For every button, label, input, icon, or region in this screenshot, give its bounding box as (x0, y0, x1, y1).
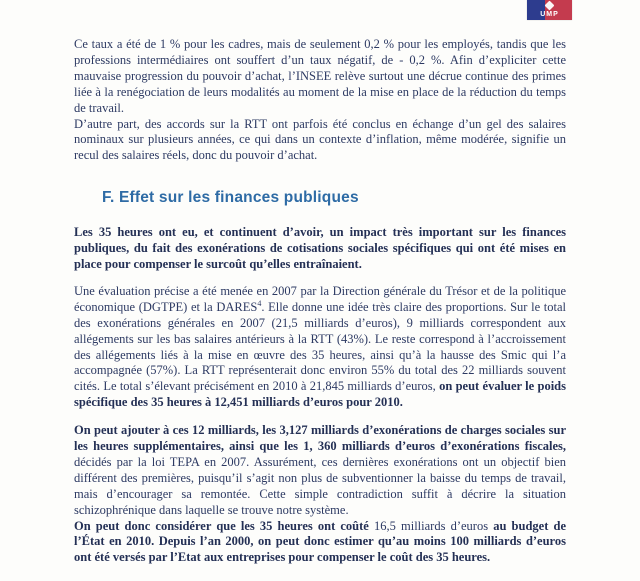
para6-regular-amount: 16,5 milliards d’euros (373, 518, 494, 533)
para4-bold-conclusion: on peut évaluer le poids spécifique des 35 heures à 12,451 milliards d’euros pour 2010. (74, 379, 566, 410)
document-body (74, 37, 566, 566)
paragraph-impact-finances: Les 35 heures ont eu, et continuent d’avoir, un impact très important sur les finances publiques, du fait des exonérations de cotisations sociales spécifiques qui ont été mises en place pour compenser le surcoût qu’elles entraînaient. (74, 225, 566, 271)
para5-text-body: décidés par la loi TEPA en 2007. Assurément, ces dernières exonérations ont un objectif bien différent des premières, puisqu’il s’agit non plus de subventionner la baisse du temps de travail, mais d’encourager sa remontée. Cette simple contradiction suffit à décrire la situation schizophrénique dans laquelle se trouve notre système. (74, 454, 566, 517)
ump-logo (527, 0, 572, 20)
paragraph-cout-total (74, 519, 566, 567)
footnote-reference-4: 4 (257, 298, 262, 308)
para5-bold-lead: On peut ajouter à ces 12 milliards, les 3,127 milliards d’exonérations de charges sociales sur les heures supplémentaires, ainsi que les 1, 360 milliards d’euros d’exonérations fiscales, (74, 423, 566, 454)
para4-text-lead: Une évaluation précise a été menée en 2007 par la Direction générale du Trésor et de la politique économique (DGTPE) et la DARES (74, 283, 566, 314)
para4-text-body: . Elle donne une idée très claire des proportions. Sur le total des exonérations générales en 2007 (21,5 milliards d’euros), 9 milliards correspondent aux allégements sur les bas salaires antérieurs à la RTT (43%). Le reste correspond à l’accroissement des allégements liés à la mise en œuvre des 35 heures, ainsi qu’à la hausse des Smic qui l’a accompagnée (57%). La RTT représenterait donc environ 55% du total des 22 milliards souvent cités. Le total s’élevant précisément en 2010 à 21,845 milliards d’euros, (74, 299, 566, 394)
paragraph-accords-rtt: D’autre part, des accords sur la RTT ont parfois été conclus en échange d’un gel des salaires nominaux sur plusieurs années, ce qui dans un contexte d’inflation, même modérée, signifie un recul des salaires réels, donc du pouvoir d’achat. (74, 116, 566, 163)
paragraph-pouvoir-achat: Ce taux a été de 1 % pour les cadres, mais de seulement 0,2 % pour les employés, tandis que les professions intermédiaires ont souffert d’un taux négatif, de - 0,2 %. Afin d’expliciter cette mauvaise progression du pouvoir d’achat, l’INSEE relève surtout une décrue continue des primes liée à la renégociation de leurs modalités au moment de la mise en place de la réduction du temps de travail. (74, 37, 566, 115)
paragraph-evaluation-dgtpe (74, 284, 566, 411)
para6-bold-1: On peut donc considérer que les 35 heures ont coûté (74, 518, 374, 533)
para6-bold-2: au budget de l’État en 2010. Depuis l’an 2000, on peut donc estimer qu’au moins 100 milliards d’euros ont été versés par l’Etat aux entreprises pour compenser le coût des 35 heures. (74, 518, 566, 565)
ump-logo-label: UMP (540, 11, 559, 18)
paragraph-exonerations-tepa (74, 423, 566, 518)
section-heading-finances-publiques: F. Effet sur les finances publiques (102, 189, 359, 207)
